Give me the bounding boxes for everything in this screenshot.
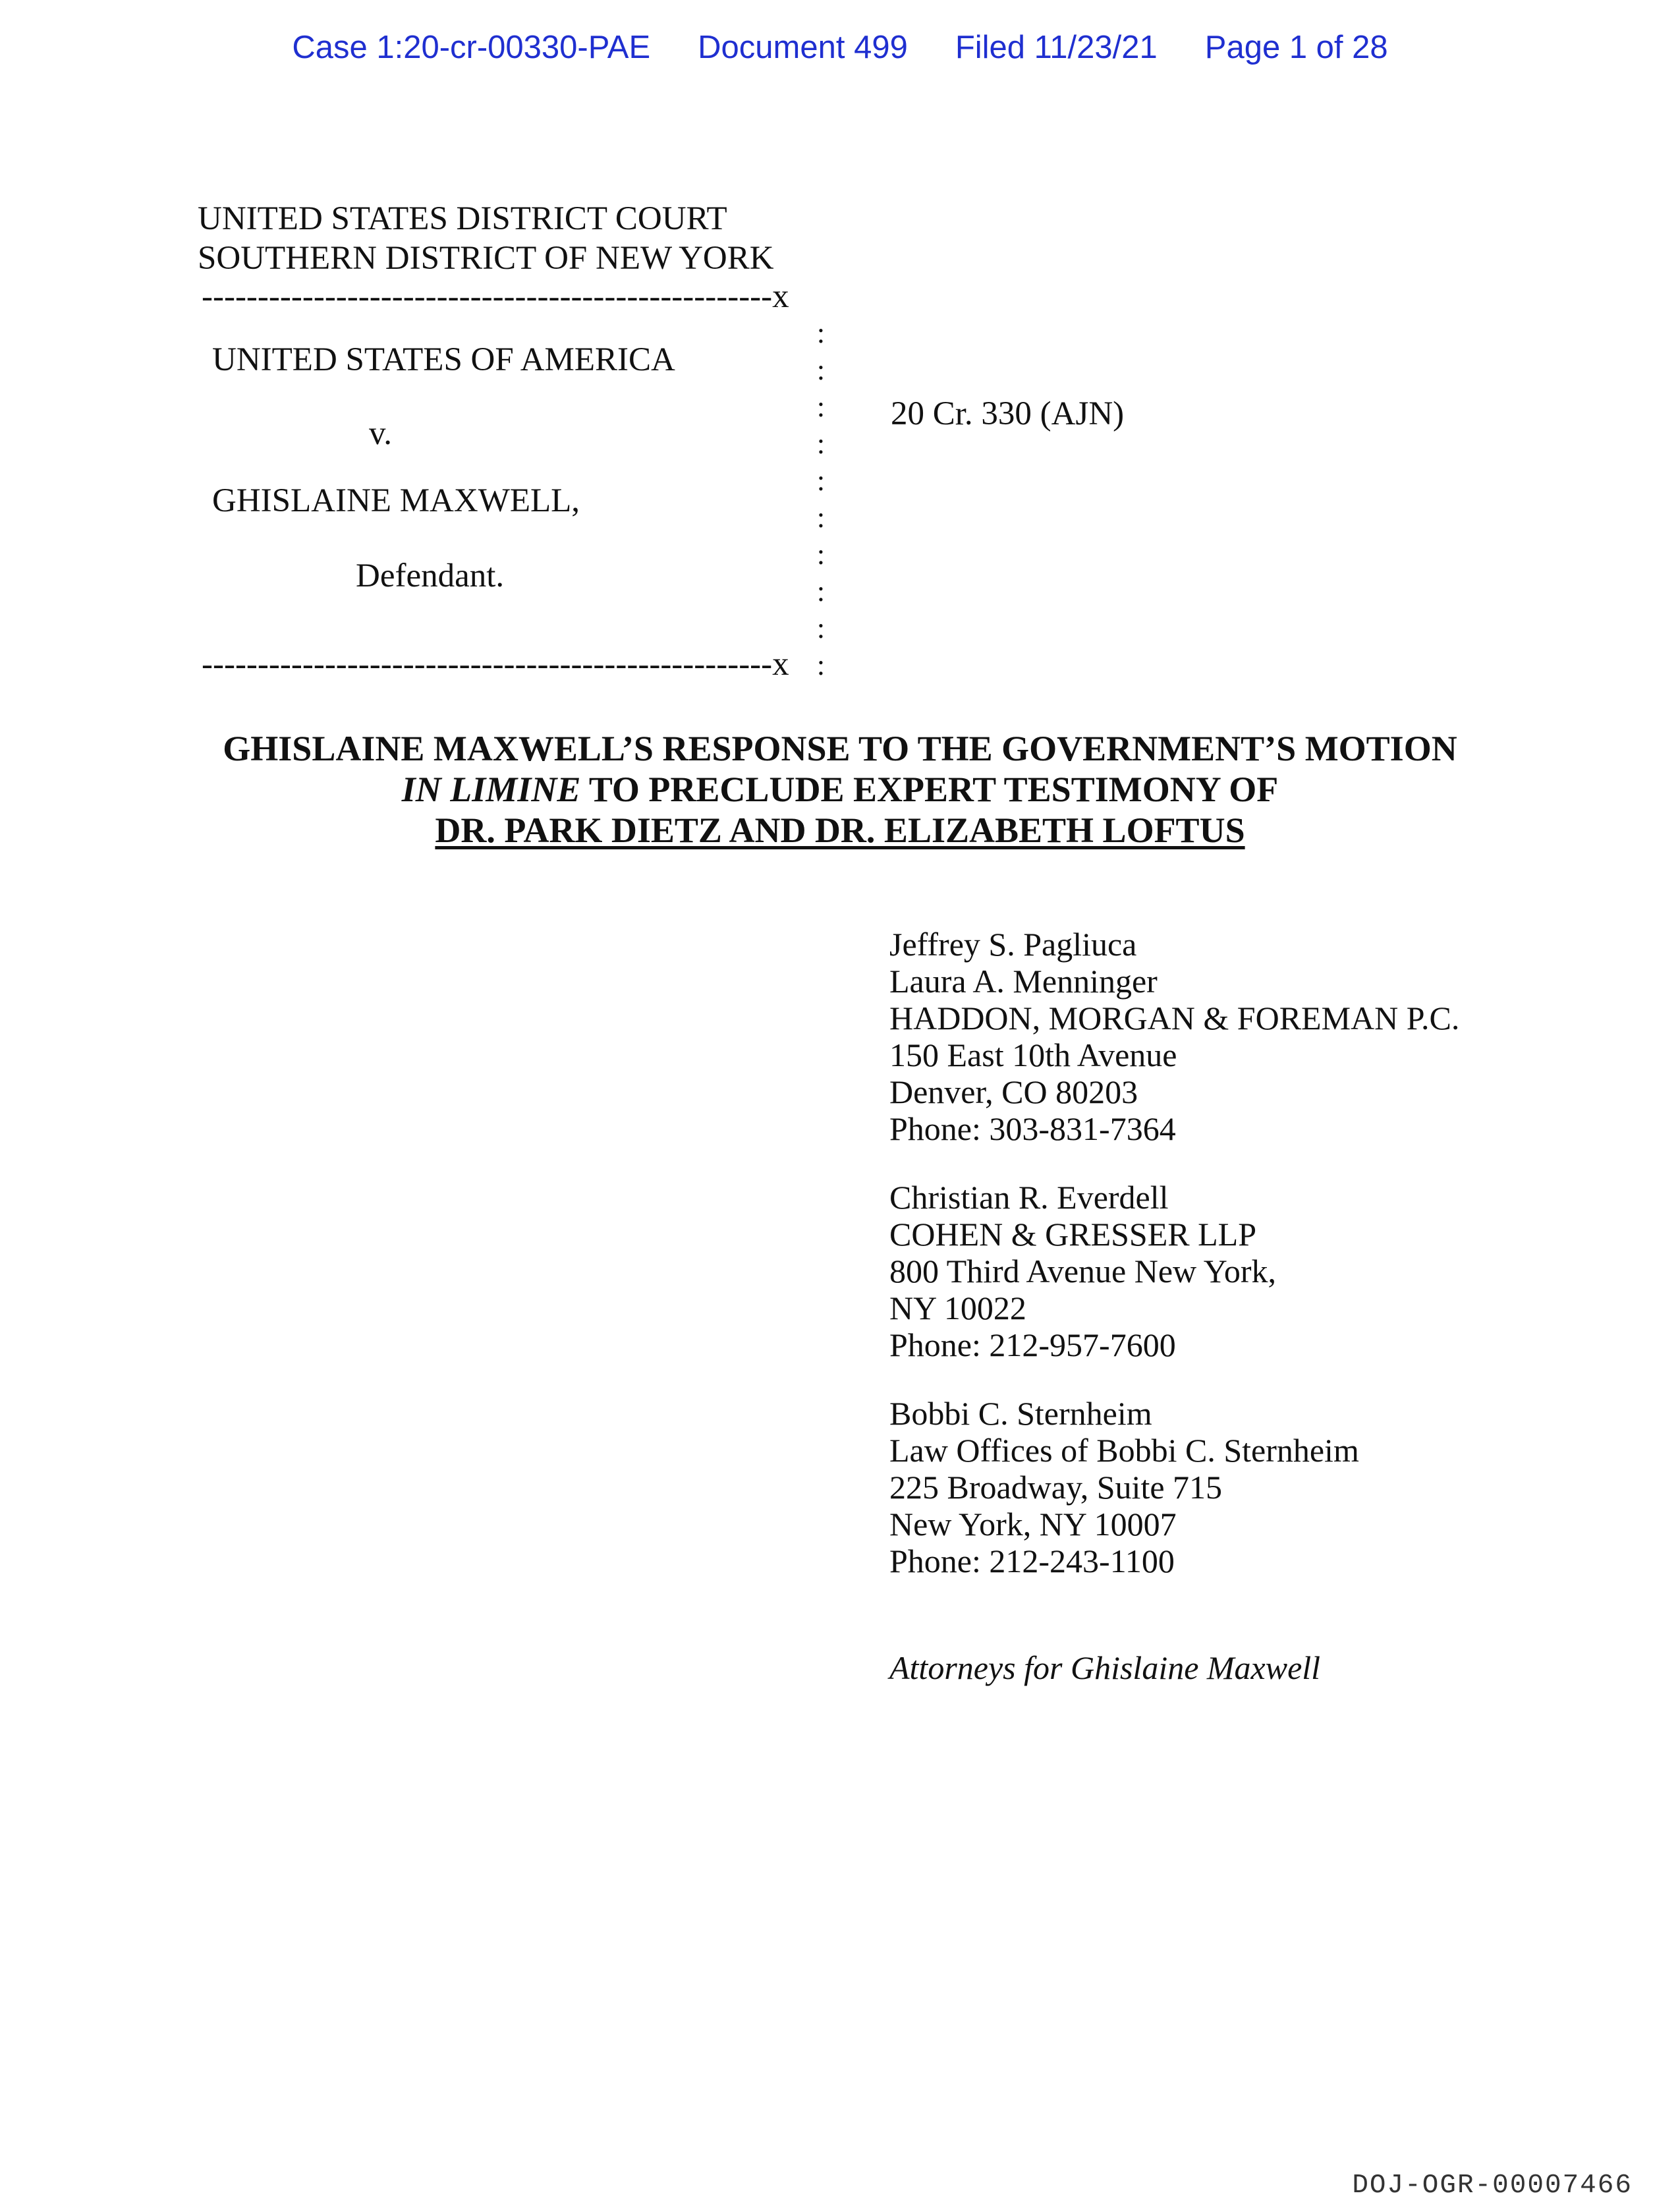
title-line-1: GHISLAINE MAXWELL’S RESPONSE TO THE GOVERNMENT’S MOTION bbox=[223, 729, 1457, 768]
caption-plaintiff: UNITED STATES OF AMERICA bbox=[212, 341, 675, 378]
counsel-line: 150 East 10th Avenue bbox=[889, 1036, 1177, 1073]
title-line-3: DR. PARK DIETZ AND DR. ELIZABETH LOFTUS bbox=[435, 810, 1245, 850]
caption-case-number: 20 Cr. 330 (AJN) bbox=[891, 395, 1125, 432]
counsel-line: COHEN & GRESSER LLP bbox=[889, 1216, 1257, 1253]
page-count-stamp: Page 1 of 28 bbox=[1204, 30, 1388, 65]
title-line-2-rest: TO PRECLUDE EXPERT TESTIMONY OF bbox=[580, 770, 1279, 809]
counsel-signature-block bbox=[889, 926, 1614, 1686]
caption-versus: v. bbox=[369, 415, 392, 452]
ecf-header-stamp bbox=[0, 29, 1680, 66]
court-name: UNITED STATES DISTRICT COURT bbox=[198, 200, 727, 237]
counsel-line: Phone: 212-243-1100 bbox=[889, 1543, 1175, 1579]
caption-colon-divider: : : : : : : : : : : bbox=[816, 317, 826, 681]
counsel-line: HADDON, MORGAN & FOREMAN P.C. bbox=[889, 1000, 1460, 1036]
court-heading bbox=[198, 199, 774, 278]
court-district: SOUTHERN DISTRICT OF NEW YORK bbox=[198, 240, 774, 277]
caption-defendant-name: GHISLAINE MAXWELL, bbox=[212, 482, 580, 519]
counsel-line: New York, NY 10007 bbox=[889, 1506, 1177, 1543]
caption-top-rule: ---------------------------------------------------x bbox=[202, 278, 789, 315]
counsel-line: Laura A. Menninger bbox=[889, 963, 1158, 1000]
counsel-block-cohen bbox=[889, 1179, 1614, 1363]
counsel-line: Bobbi C. Sternheim bbox=[889, 1395, 1152, 1432]
case-number-stamp: Case 1:20-cr-00330-PAE bbox=[292, 30, 651, 65]
attorneys-signoff: Attorneys for Ghislaine Maxwell bbox=[889, 1649, 1321, 1686]
title-line-2 bbox=[0, 769, 1680, 810]
counsel-line: 800 Third Avenue New York, bbox=[889, 1253, 1277, 1290]
caption-defendant-role: Defendant. bbox=[356, 557, 505, 594]
document-title bbox=[0, 728, 1680, 851]
counsel-block-haddon bbox=[889, 926, 1614, 1147]
counsel-line: Law Offices of Bobbi C. Sternheim bbox=[889, 1432, 1359, 1469]
counsel-line: Denver, CO 80203 bbox=[889, 1073, 1138, 1110]
counsel-line: Christian R. Everdell bbox=[889, 1179, 1169, 1216]
counsel-line: NY 10022 bbox=[889, 1290, 1026, 1326]
counsel-line: Phone: 303-831-7364 bbox=[889, 1110, 1176, 1147]
filed-date-stamp: Filed 11/23/21 bbox=[955, 30, 1158, 65]
counsel-line: 225 Broadway, Suite 715 bbox=[889, 1469, 1223, 1506]
bates-number: DOJ-OGR-00007466 bbox=[1352, 2170, 1633, 2201]
counsel-line: Phone: 212-957-7600 bbox=[889, 1326, 1176, 1363]
counsel-block-sternheim bbox=[889, 1395, 1614, 1579]
counsel-line: Jeffrey S. Pagliuca bbox=[889, 926, 1137, 963]
caption-bottom-rule: ---------------------------------------------------x bbox=[202, 646, 789, 683]
title-in-limine: IN LIMINE bbox=[401, 770, 581, 809]
document-number-stamp: Document 499 bbox=[698, 30, 908, 65]
